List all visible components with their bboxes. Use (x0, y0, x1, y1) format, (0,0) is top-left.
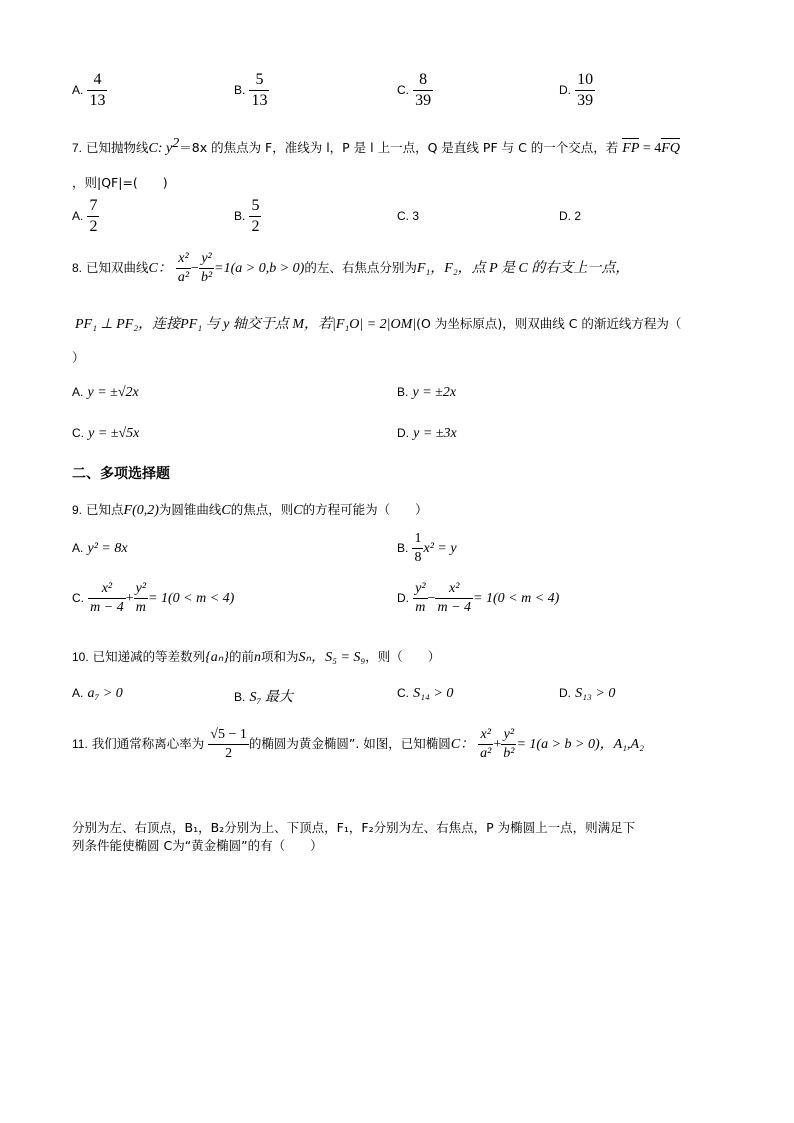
q6-option-b (234, 72, 269, 109)
fraction (87, 198, 99, 235)
stem-text: F₁，F₂，点 P 是 C 的右支上一点， (416, 261, 630, 276)
numerator: x² (435, 582, 473, 599)
option-label: B. (397, 385, 409, 399)
numerator: 10 (575, 72, 595, 91)
numerator: 1 (412, 532, 423, 549)
option-value: y² = 8x (87, 541, 128, 556)
equation-part: : y (157, 141, 173, 157)
q8-option-b (397, 385, 456, 401)
q9-stem (72, 500, 428, 519)
denominator: m − 4 (437, 600, 472, 615)
stem-text: PF₁ ⊥ PF₂，连接 (75, 317, 181, 332)
option-value: S₁₄ > 0 (413, 686, 454, 701)
numerator: 5 (249, 72, 269, 91)
curve-symbol: C (293, 503, 303, 518)
stem-text: 的焦点，则 (230, 502, 294, 517)
option-value: S₁₃ > 0 (575, 686, 616, 701)
denominator: 2 (89, 218, 98, 235)
option-label: D. (559, 83, 571, 97)
stem-text: 的前 (228, 649, 254, 664)
q11-stem: 11. 我们通常称离心率为 $\frac{√5 - 1}{2}$ 的椭圆为黄金椭圆”. 如图，已知椭圆C： $\frac{\text{x²}}{\text{a²}}$ + $\frac{\text{y²}}{\text{b²}}$ = 1(a > b > 0)，A₁,A₂ (72, 727, 644, 761)
point-f: F(0,2) (123, 503, 159, 518)
denominator: m (415, 600, 426, 615)
equation-part: |F₁O| = 2|OM| (332, 317, 417, 332)
option-label: B. (234, 690, 246, 704)
question-number: 9. (72, 503, 83, 517)
numerator: 5 (249, 198, 261, 217)
numerator: y² (134, 582, 148, 599)
denominator: 13 (251, 92, 268, 109)
fraction-y (199, 252, 214, 285)
numerator: 8 (413, 72, 433, 91)
option-label: D. (397, 426, 409, 440)
fraction (575, 72, 595, 109)
denominator: 2 (225, 746, 233, 761)
q11-stem-line2: 分别为左、右顶点，B₁，B₂分别为上、下顶点，F₁，F₂分别为左、右焦点，P 为椭圆上一点，则满足下 (72, 820, 636, 835)
fraction (249, 72, 269, 109)
q10-stem (72, 646, 440, 666)
stem-text: 的左、右焦点分别为 (304, 260, 417, 275)
denominator: a² (177, 270, 190, 285)
option-value: y = ±√5x (88, 426, 140, 441)
numerator: y² (199, 252, 214, 269)
q9-option-b (397, 532, 457, 565)
stem-text: 我们通常称离心率为 (91, 736, 205, 751)
option-label: D. (559, 686, 571, 700)
option-label: C. (397, 209, 409, 223)
option-value: x² = y (423, 541, 457, 556)
q7-stem-line2: ，则|QF|=( ) (72, 175, 168, 190)
q6-option-c (397, 72, 433, 109)
numerator: 4 (87, 72, 107, 91)
q10-option-c (397, 686, 453, 702)
option-value: = 1(0 < m < 4) (473, 591, 560, 606)
option-label: B. (234, 83, 246, 97)
stem-text: 已知递减的等差数列 (92, 649, 206, 664)
q9-option-c: C. $\frac{\text{x²}}{m - 4}$ + $\frac{\text{y²}}{m}$ = 1(0 < m < 4) (72, 581, 235, 615)
q7-option-a (72, 198, 99, 235)
variable-n: n (253, 650, 261, 665)
option-label: D. (397, 591, 409, 605)
fraction-eccentricity (208, 728, 249, 761)
curve-symbol: C： (148, 261, 172, 276)
question-number: 7. (72, 141, 83, 156)
denominator: b² (503, 746, 515, 761)
section-heading: 二、多项选择题 (72, 466, 170, 482)
option-value: 2 (574, 209, 582, 223)
fraction (435, 582, 473, 615)
equation-part: = 4 (639, 141, 662, 157)
fraction (413, 72, 433, 109)
stem-text: 已知抛物线 (86, 140, 149, 156)
option-label: D. (559, 209, 571, 223)
option-value: y = ±√2x (87, 385, 139, 400)
denominator: 39 (577, 92, 594, 109)
q8-option-d (397, 426, 457, 442)
q10-option-d (559, 686, 615, 702)
q11-stem-line3: 列条件能使椭圆 C为“黄金椭圆”的有（ ） (72, 838, 323, 853)
fraction-y (501, 728, 516, 761)
option-label: A. (72, 83, 84, 97)
q8-option-a (72, 385, 139, 401)
option-label: A. (72, 209, 84, 223)
stem-text: PF₁ 与 y 轴交于点 M，若 (180, 317, 332, 332)
denominator: a² (480, 746, 492, 761)
option-label: C. (72, 426, 84, 440)
option-label: A. (72, 686, 84, 700)
fraction (249, 198, 261, 235)
question-number: 11. (72, 737, 88, 751)
numerator: x² (88, 582, 126, 599)
vector-fq: FQ (661, 141, 680, 157)
numerator: y² (501, 728, 516, 745)
q8-stem-line3: ） (72, 350, 85, 365)
fraction-x (176, 252, 191, 285)
option-label: A. (72, 541, 84, 555)
stem-text: ，则（ ） (365, 649, 441, 664)
option-label: B. (234, 209, 246, 223)
q6-option-a (72, 72, 107, 109)
stem-text: 的椭圆为黄金椭圆”. 如图，已知椭圆 (248, 736, 451, 751)
numerator: √5 − 1 (208, 728, 249, 745)
question-number: 10. (72, 650, 89, 664)
stem-text: ＝8x 的焦点为 F，准线为 l，P 是 l 上一点，Q 是直线 PF 与 C 的一个交点，若 (179, 140, 619, 156)
numerator: x² (176, 252, 191, 269)
q7-option-c (397, 209, 419, 223)
stem-text: 已知点 (86, 502, 124, 517)
q8-stem-line2 (75, 313, 681, 333)
stem-text: 项和为 (260, 649, 299, 664)
denominator: 39 (415, 92, 432, 109)
q6-option-d (559, 72, 595, 109)
option-label: C. (72, 591, 84, 605)
option-value: y = ±2x (412, 385, 457, 400)
q7-option-b (234, 198, 261, 235)
curve-symbol: C (148, 141, 158, 157)
q8-option-c (72, 426, 139, 442)
curve-symbol: C： (450, 737, 475, 752)
stem-text: 为圆锥曲线 (158, 502, 222, 517)
fraction (413, 582, 427, 615)
denominator: 8 (414, 550, 422, 565)
stem-text: 已知双曲线 (86, 260, 149, 275)
option-value: S₇ 最大 (249, 690, 293, 705)
fraction (88, 582, 126, 615)
option-value: 3 (412, 209, 420, 223)
numerator: y² (413, 582, 427, 599)
denominator: m − 4 (90, 600, 124, 615)
fraction (87, 72, 107, 109)
fraction (134, 582, 148, 615)
denominator: 2 (251, 218, 260, 235)
vector-fp: FP (622, 141, 640, 157)
exponent: 2 (172, 136, 180, 151)
option-value: = 1(0 < m < 4) (148, 591, 235, 606)
q9-option-d: D. $\frac{\text{y²}}{m}$ − $\frac{\text{x²}}{m - 4}$ = 1(0 < m < 4) (397, 581, 560, 615)
curve-symbol: C (221, 503, 231, 518)
option-label: A. (72, 385, 84, 399)
option-value: y = ±3x (413, 426, 457, 441)
q7-stem (72, 136, 680, 157)
stem-text: (O 为坐标原点)，则双曲线 C 的渐近线方程为（ (416, 316, 682, 331)
equation-part: =1(a > 0,b > 0) (214, 261, 305, 276)
stem-text: 的方程可能为（ ） (302, 502, 428, 517)
numerator: 7 (87, 198, 99, 217)
equation-part: Sₙ，S₅ = S₉ (298, 650, 366, 665)
question-number: 8. (72, 261, 83, 275)
denominator: 13 (89, 92, 106, 109)
q9-option-a (72, 541, 128, 557)
equation-part: = 1(a > b > 0) (516, 737, 600, 752)
q8-stem: 8. 已知双曲线C： $\frac{\text{x²}}{\text{a²}}$ − $\frac{\text{y²}}{\text{b²}}$ =1(a > 0,b > 0)的左、右焦点分别为F₁，F₂，点 P 是 C 的右支上一点， (72, 251, 630, 285)
denominator: b² (200, 270, 213, 285)
fraction-x (478, 728, 493, 761)
q7-option-d (559, 209, 581, 223)
q10-option-a (72, 686, 123, 702)
option-value: a₇ > 0 (87, 686, 123, 701)
option-label: C. (397, 83, 409, 97)
numerator: x² (478, 728, 493, 745)
stem-text: ，A₁,A₂ (599, 737, 644, 752)
denominator: m (135, 600, 146, 615)
fraction (412, 532, 423, 565)
sequence-symbol: {aₙ} (205, 650, 229, 665)
option-label: B. (397, 541, 409, 555)
q10-option-b (234, 686, 293, 706)
option-label: C. (397, 686, 409, 700)
